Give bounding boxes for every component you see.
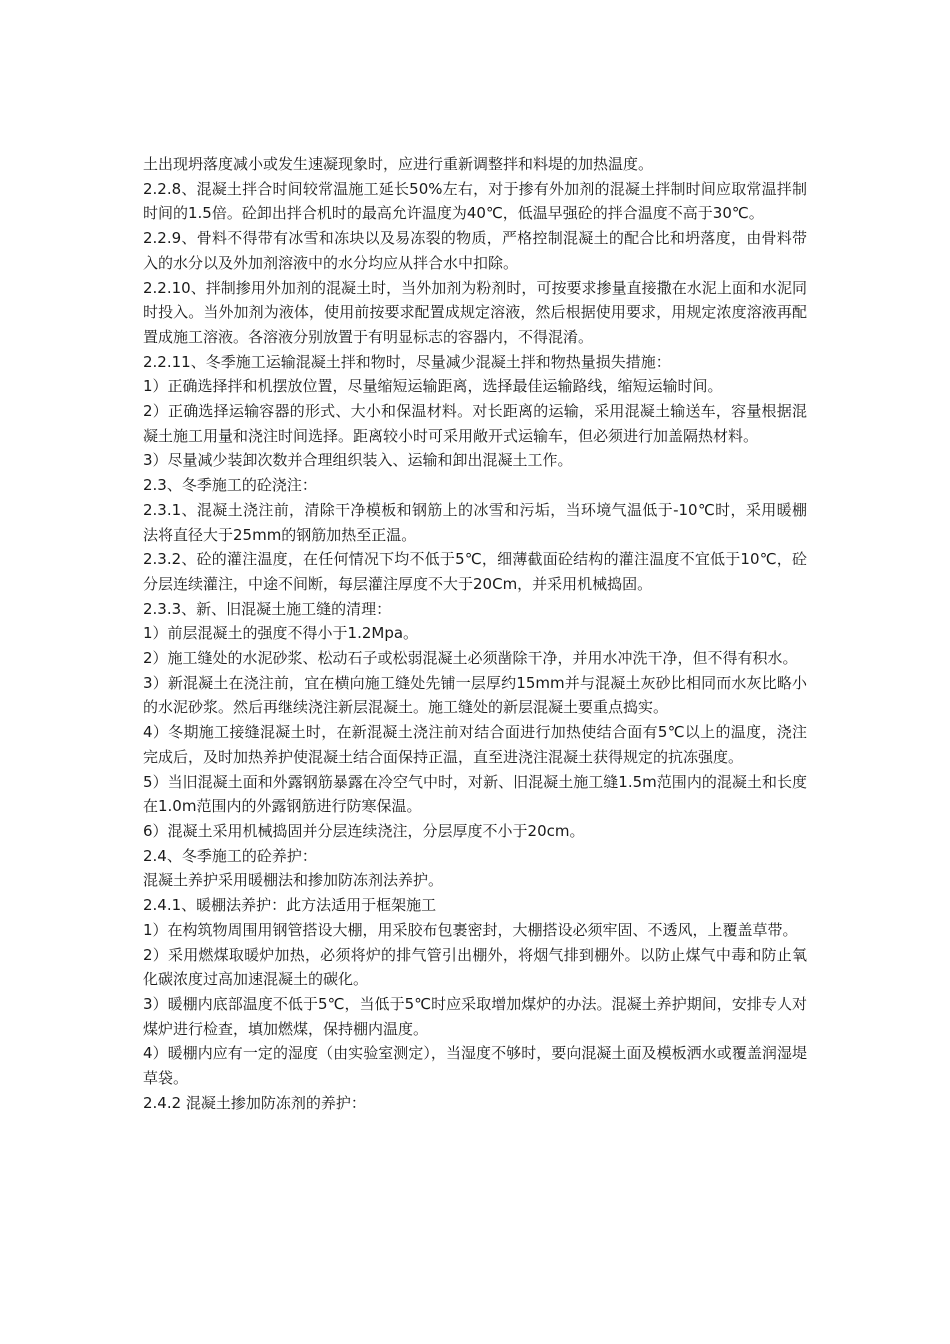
paragraph-15: 3）新混凝土在浇注前，宜在横向施工缝处先铺一层厚约15mm并与混凝土灰砂比相同而水灰比略小的水泥砂浆。然后再继续浇注新层混凝土。施工缝处的新层混凝土要重点捣实。 xyxy=(143,673,807,717)
paragraph-10: 2.3.1、混凝土浇注前，清除干净模板和钢筋上的冰雪和污垢，当环境气温低于-10℃时，采用暖棚法将直径大于25mm的钢筋加热至正温。 xyxy=(143,500,807,544)
document-body xyxy=(143,152,807,1115)
paragraph-24: 3）暖棚内底部温度不低于5℃，当低于5℃时应采取增加煤炉的办法。混凝土养护期间，安排专人对煤炉进行检查，填加燃煤，保持棚内温度。 xyxy=(143,994,807,1038)
paragraph-20: 混凝土养护采用暖棚法和掺加防冻剂法养护。 xyxy=(143,871,444,890)
paragraph-17: 5）当旧混凝土面和外露钢筋暴露在冷空气中时，对新、旧混凝土施工缝1.5m范围内的混凝土和长度在1.0m范围内的外露钢筋进行防寒保温。 xyxy=(143,772,807,816)
paragraph-23: 2）采用燃煤取暖炉加热，必须将炉的排气管引出棚外，将烟气排到棚外。以防止煤气中毒和防止氧化碳浓度过高加速混凝土的碳化。 xyxy=(143,945,807,989)
paragraph-4: 2.2.10、拌制掺用外加剂的混凝土时，当外加剂为粉剂时，可按要求掺量直接撒在水泥上面和水泥同时投入。当外加剂为液体，使用前按要求配置成规定溶液，然后根据使用要求，用规定浓度溶液再配置成施工溶液。各溶液分别放置于有明显标志的容器内，不得混淆。 xyxy=(143,278,807,346)
paragraph-12: 2.3.3、新、旧混凝土施工缝的清理： xyxy=(143,599,392,618)
paragraph-22: 1）在构筑物周围用钢管搭设大棚，用采胶布包裹密封，大棚搭设必须牢固、不透风，上覆盖草带。 xyxy=(143,920,798,939)
paragraph-26: 2.4.2 混凝土掺加防冻剂的养护： xyxy=(143,1093,366,1112)
paragraph-11: 2.3.2、砼的灌注温度，在任何情况下均不低于5℃，细薄截面砼结构的灌注温度不宜低于10℃，砼分层连续灌注，中途不间断，每层灌注厚度不大于20Cm，并采用机械捣固。 xyxy=(143,550,807,593)
section-heading-2-4: 2.4、冬季施工的砼养护： xyxy=(143,846,317,865)
paragraph-18: 6）混凝土采用机械捣固并分层连续浇注，分层厚度不小于20cm。 xyxy=(143,821,585,840)
section-heading-2-3: 2.3、冬季施工的砼浇注： xyxy=(143,476,317,495)
paragraph-16: 4）冬期施工接缝混凝土时，在新混凝土浇注前对结合面进行加热使结合面有5℃以上的温度，浇注完成后，及时加热养护使混凝土结合面保持正温，直至进浇注混凝土获得规定的抗冻强度。 xyxy=(143,723,807,766)
paragraph-14: 2）施工缝处的水泥砂浆、松动石子或松弱混凝土必须凿除干净，并用水冲洗干净，但不得有积水。 xyxy=(143,649,798,668)
paragraph-1: 土出现坍落度减小或发生速凝现象时，应进行重新调整拌和料堤的加热温度。 xyxy=(143,155,654,173)
paragraph-2: 2.2.8、混凝土拌合时间较常温施工延长50%左右，对于掺有外加剂的混凝土拌制时间应取常温拌制时间的1.5倍。砼卸出拌合机时的最高允许温度为40℃，低温早强砼的拌合温度不高于30℃。 xyxy=(143,179,807,223)
paragraph-25: 4）暖棚内应有一定的湿度（由实验室测定），当湿度不够时，要向混凝土面及模板洒水或覆盖润湿堤草袋。 xyxy=(143,1044,807,1088)
paragraph-7: 2）正确选择运输容器的形式、大小和保温材料。对长距离的运输，采用混凝土输送车，容量根据混凝土施工用量和浇注时间选择。距离较小时可采用敞开式运输车，但必须进行加盖隔热材料。 xyxy=(143,402,807,445)
paragraph-5: 2.2.11、冬季施工运输混凝土拌和物时，尽量减少混凝土拌和物热量损失措施： xyxy=(143,352,671,371)
paragraph-6: 1）正确选择拌和机摆放位置，尽量缩短运输距离，选择最佳运输路线，缩短运输时间。 xyxy=(143,377,723,396)
paragraph-13: 1）前层混凝土的强度不得小于1.2Mpa。 xyxy=(143,624,419,643)
paragraph-8: 3）尽量减少装卸次数并合理组织装入、运输和卸出混凝土工作。 xyxy=(143,451,573,470)
paragraph-21: 2.4.1、暖棚法养护：此方法适用于框架施工 xyxy=(143,896,437,915)
paragraph-3: 2.2.9、骨料不得带有冰雪和冻块以及易冻裂的物质，严格控制混凝土的配合比和坍落度，由骨料带入的水分以及外加剂溶液中的水分均应从拌合水中扣除。 xyxy=(143,229,807,272)
